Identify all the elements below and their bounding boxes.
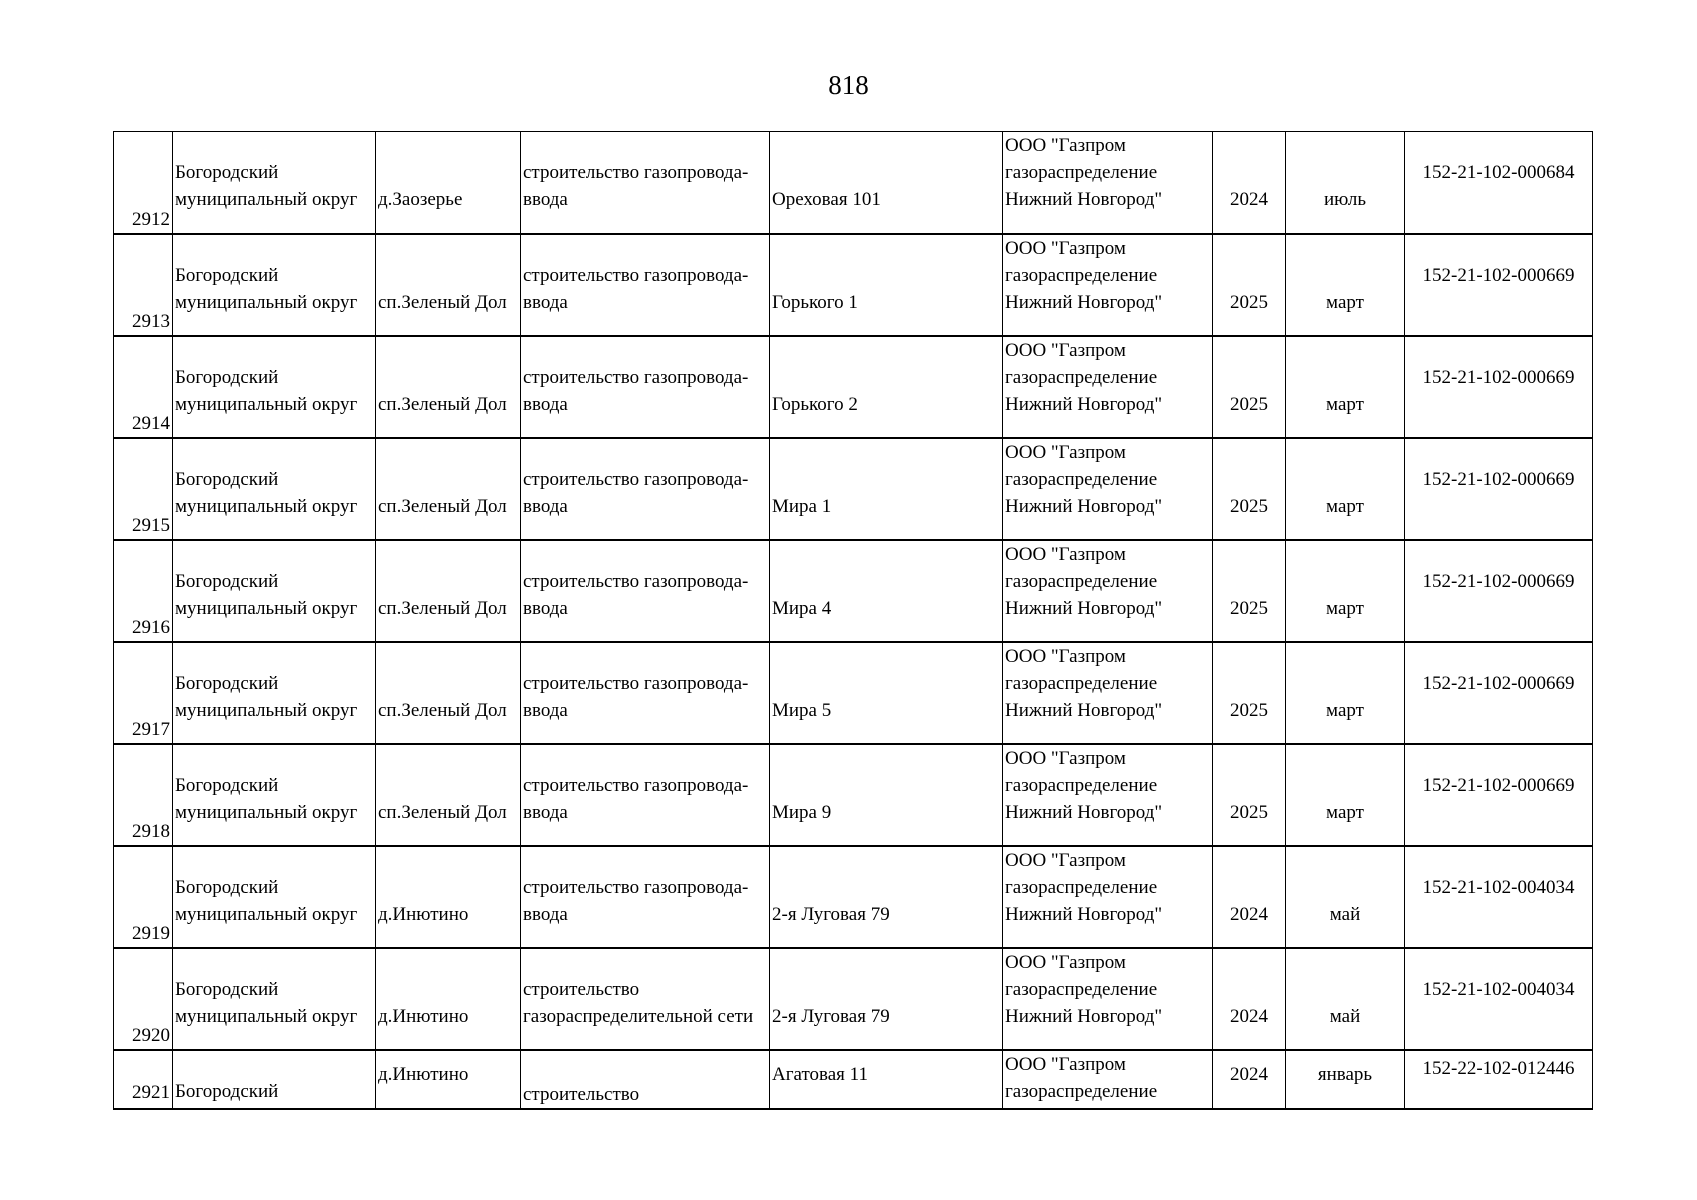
address-cell: Горького 1	[770, 234, 1003, 336]
year-cell: 2024	[1213, 1050, 1286, 1109]
month-cell: март	[1286, 336, 1405, 438]
address-cell: Ореховая 101	[770, 132, 1003, 234]
table-row	[114, 132, 1593, 234]
district-cell: Богородский муниципальный округ	[173, 336, 376, 438]
table-row	[114, 336, 1593, 438]
work-cell: строительство	[521, 1050, 770, 1109]
district-cell: Богородский муниципальный округ	[173, 744, 376, 846]
month-cell: январь	[1286, 1050, 1405, 1109]
locality-cell: сп.Зеленый Дол	[376, 744, 521, 846]
month-cell: май	[1286, 948, 1405, 1050]
month-cell: май	[1286, 846, 1405, 948]
district-cell: Богородский муниципальный округ	[173, 132, 376, 234]
code-cell: 152-21-102-000669	[1405, 438, 1593, 540]
code-cell: 152-21-102-000669	[1405, 234, 1593, 336]
code-cell: 152-22-102-012446	[1405, 1050, 1593, 1109]
district-cell: Богородский муниципальный округ	[173, 846, 376, 948]
organization-cell: ООО "Газпром газораспределение Нижний Новгород"	[1003, 744, 1213, 846]
code-cell: 152-21-102-004034	[1405, 846, 1593, 948]
district-cell: Богородский	[173, 1050, 376, 1109]
table-row	[114, 642, 1593, 744]
year-cell: 2024	[1213, 948, 1286, 1050]
table-row	[114, 540, 1593, 642]
row-number: 2912	[114, 132, 173, 234]
work-cell: строительство газопровода- ввода	[521, 438, 770, 540]
code-cell: 152-21-102-000684	[1405, 132, 1593, 234]
organization-cell: ООО "Газпром газораспределение Нижний Новгород"	[1003, 540, 1213, 642]
code-cell: 152-21-102-000669	[1405, 336, 1593, 438]
code-cell: 152-21-102-000669	[1405, 744, 1593, 846]
row-number: 2918	[114, 744, 173, 846]
address-cell: Мира 9	[770, 744, 1003, 846]
row-number: 2913	[114, 234, 173, 336]
locality-cell: д.Инютино	[376, 1050, 521, 1109]
address-cell: Мира 4	[770, 540, 1003, 642]
locality-cell: сп.Зеленый Дол	[376, 234, 521, 336]
page-number: 818	[828, 70, 869, 100]
month-cell: март	[1286, 438, 1405, 540]
row-number: 2915	[114, 438, 173, 540]
organization-cell: ООО "Газпром газораспределение Нижний Новгород"	[1003, 132, 1213, 234]
district-cell: Богородский муниципальный округ	[173, 642, 376, 744]
code-cell: 152-21-102-004034	[1405, 948, 1593, 1050]
locality-cell: сп.Зеленый Дол	[376, 336, 521, 438]
year-cell: 2025	[1213, 642, 1286, 744]
district-cell: Богородский муниципальный округ	[173, 234, 376, 336]
year-cell: 2025	[1213, 336, 1286, 438]
month-cell: март	[1286, 234, 1405, 336]
locality-cell: д.Инютино	[376, 846, 521, 948]
row-number: 2917	[114, 642, 173, 744]
month-cell: март	[1286, 540, 1405, 642]
work-cell: строительство газопровода- ввода	[521, 234, 770, 336]
work-cell: строительство газопровода- ввода	[521, 540, 770, 642]
year-cell: 2024	[1213, 846, 1286, 948]
district-cell: Богородский муниципальный округ	[173, 948, 376, 1050]
table-row	[114, 1050, 1593, 1109]
locality-cell: д.Заозерье	[376, 132, 521, 234]
row-number: 2914	[114, 336, 173, 438]
address-cell: Мира 1	[770, 438, 1003, 540]
address-cell: 2-я Луговая 79	[770, 948, 1003, 1050]
work-cell: строительство газопровода- ввода	[521, 132, 770, 234]
work-cell: строительство газопровода- ввода	[521, 336, 770, 438]
table-row	[114, 438, 1593, 540]
organization-cell: ООО "Газпром газораспределение Нижний Новгород"	[1003, 234, 1213, 336]
row-number: 2919	[114, 846, 173, 948]
work-cell: строительство газопровода- ввода	[521, 744, 770, 846]
address-cell: Горького 2	[770, 336, 1003, 438]
year-cell: 2024	[1213, 132, 1286, 234]
row-number: 2921	[114, 1050, 173, 1109]
table-row	[114, 744, 1593, 846]
code-cell: 152-21-102-000669	[1405, 540, 1593, 642]
address-cell: Мира 5	[770, 642, 1003, 744]
year-cell: 2025	[1213, 234, 1286, 336]
month-cell: март	[1286, 744, 1405, 846]
year-cell: 2025	[1213, 744, 1286, 846]
organization-cell: ООО "Газпром газораспределение Нижний Новгород"	[1003, 336, 1213, 438]
table-row	[114, 846, 1593, 948]
table-row	[114, 234, 1593, 336]
locality-cell: сп.Зеленый Дол	[376, 540, 521, 642]
address-cell: Агатовая 11	[770, 1050, 1003, 1109]
row-number: 2916	[114, 540, 173, 642]
year-cell: 2025	[1213, 438, 1286, 540]
locality-cell: д.Инютино	[376, 948, 521, 1050]
year-cell: 2025	[1213, 540, 1286, 642]
organization-cell: ООО "Газпром газораспределение	[1003, 1050, 1213, 1109]
address-cell: 2-я Луговая 79	[770, 846, 1003, 948]
month-cell: март	[1286, 642, 1405, 744]
month-cell: июль	[1286, 132, 1405, 234]
organization-cell: ООО "Газпром газораспределение Нижний Новгород"	[1003, 948, 1213, 1050]
locality-cell: сп.Зеленый Дол	[376, 642, 521, 744]
code-cell: 152-21-102-000669	[1405, 642, 1593, 744]
work-cell: строительство газопровода- ввода	[521, 642, 770, 744]
work-cell: строительство газопровода- ввода	[521, 846, 770, 948]
work-cell: строительство газораспределительной сети	[521, 948, 770, 1050]
table-row	[114, 948, 1593, 1050]
locality-cell: сп.Зеленый Дол	[376, 438, 521, 540]
organization-cell: ООО "Газпром газораспределение Нижний Новгород"	[1003, 438, 1213, 540]
district-cell: Богородский муниципальный округ	[173, 438, 376, 540]
registry-table	[113, 131, 1593, 1110]
organization-cell: ООО "Газпром газораспределение Нижний Новгород"	[1003, 642, 1213, 744]
row-number: 2920	[114, 948, 173, 1050]
district-cell: Богородский муниципальный округ	[173, 540, 376, 642]
organization-cell: ООО "Газпром газораспределение Нижний Новгород"	[1003, 846, 1213, 948]
